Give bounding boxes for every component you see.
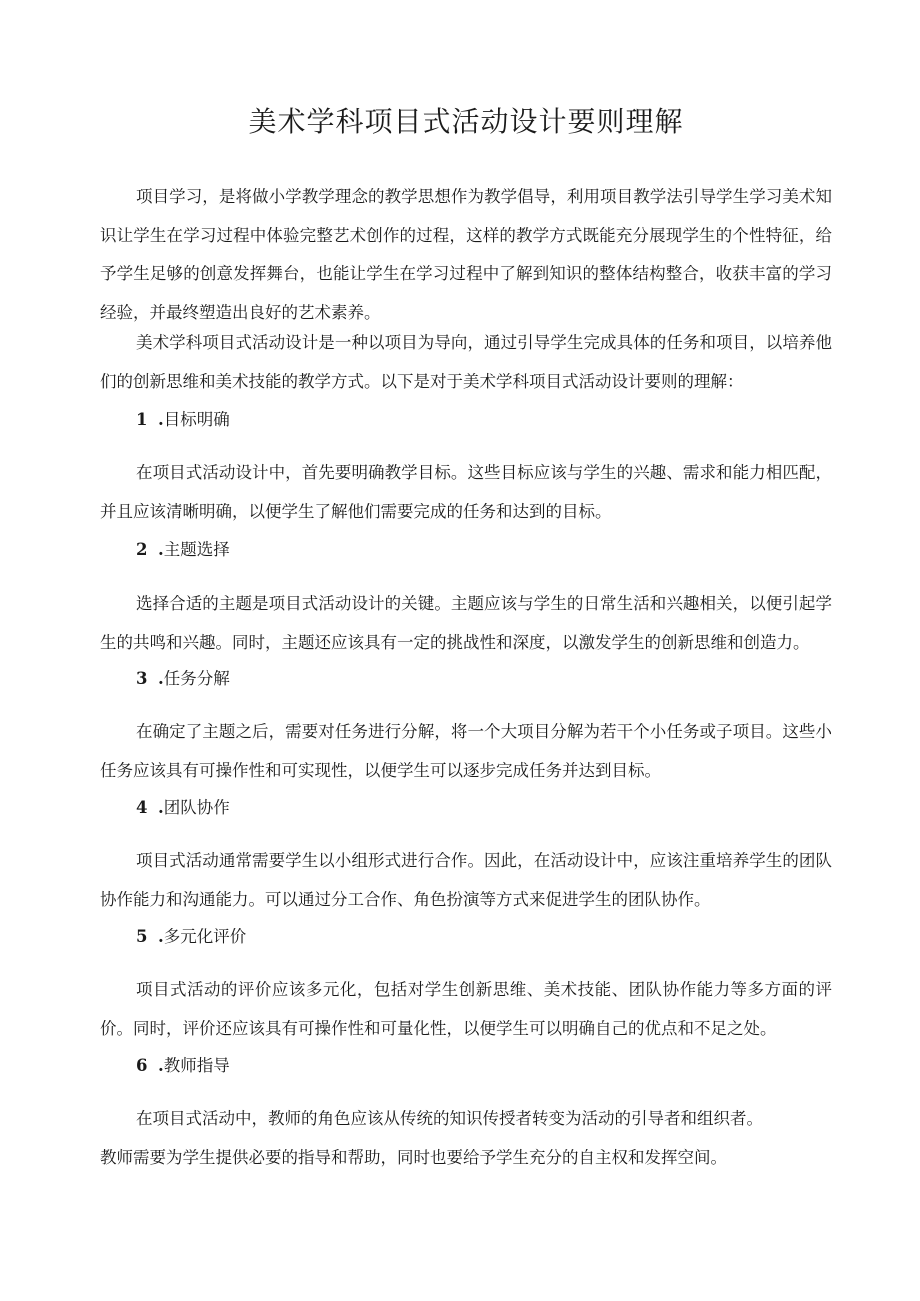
section-body-2: 选择合适的主题是项目式活动设计的关键。主题应该与学生的日常生活和兴趣相关，以便引起学生的共鸣和兴趣。同时，主题还应该具有一定的挑战性和深度，以激发学生的创新思维和创造力。 — [100, 594, 832, 652]
section-number: 6 — [136, 1056, 148, 1075]
intro-paragraph-2: 美术学科项目式活动设计是一种以项目为导向，通过引导学生完成具体的任务和项目，以培养他们的创新思维和美术技能的教学方式。以下是对于美术学科项目式活动设计要则的理解： — [100, 333, 832, 391]
section-heading-6: 6 .教师指导 — [136, 1052, 230, 1080]
section-body-line: 在项目式活动中，教师的角色应该从传统的知识传授者转变为活动的引导者和组织者。 — [136, 1109, 763, 1128]
section-title: 主题选择 — [163, 540, 230, 559]
section-body-6 — [100, 1100, 832, 1177]
section-heading-1: 1 .目标明确 — [136, 406, 230, 434]
section-heading-4: 4 .团队协作 — [136, 794, 230, 822]
section-body-5: 项目式活动的评价应该多元化，包括对学生创新思维、美术技能、团队协作能力等多方面的评价。同时，评价还应该具有可操作性和可量化性，以便学生可以明确自己的优点和不足之处。 — [100, 980, 832, 1038]
section-number: 1 — [136, 410, 148, 429]
section-heading-3: 3 .任务分解 — [136, 665, 230, 693]
section-number: 3 — [136, 669, 148, 688]
section-number: 2 — [136, 540, 148, 559]
section-heading-5: 5 .多元化评价 — [136, 923, 246, 951]
section-title: 多元化评价 — [163, 927, 247, 946]
intro-paragraph-1: 项目学习，是将做小学教学理念的教学思想作为教学倡导，利用项目教学法引导学生学习美术知识让学生在学习过程中体验完整艺术创作的过程，这样的教学方式既能充分展现学生的个性特征，给予学生足够的创意发挥舞台，也能让学生在学习过程中了解到知识的整体结构整合，收获丰富的学习经验，并最终塑造出良好的艺术素养。 — [100, 187, 832, 322]
page-title: 美术学科项目式活动设计要则理解 — [248, 105, 684, 138]
section-heading-2: 2 .主题选择 — [136, 536, 230, 564]
section-body-3: 在确定了主题之后，需要对任务进行分解，将一个大项目分解为若干个小任务或子项目。这些小任务应该具有可操作性和可实现性，以便学生可以逐步完成任务并达到目标。 — [100, 722, 832, 780]
section-title: 团队协作 — [163, 798, 230, 817]
section-number: 4 — [136, 798, 148, 817]
section-number: 5 — [136, 927, 148, 946]
section-title: 目标明确 — [163, 410, 230, 429]
section-body-1: 在项目式活动设计中，首先要明确教学目标。这些目标应该与学生的兴趣、需求和能力相匹配，并且应该清晰明确，以便学生了解他们需要完成的任务和达到的目标。 — [100, 463, 832, 521]
section-title: 任务分解 — [163, 669, 230, 688]
section-body-4: 项目式活动通常需要学生以小组形式进行合作。因此，在活动设计中，应该注重培养学生的团队协作能力和沟通能力。可以通过分工合作、角色扮演等方式来促进学生的团队协作。 — [100, 851, 832, 909]
section-body-line: 教师需要为学生提供必要的指导和帮助，同时也要给予学生充分的自主权和发挥空间。 — [100, 1147, 727, 1167]
section-title: 教师指导 — [163, 1056, 230, 1075]
